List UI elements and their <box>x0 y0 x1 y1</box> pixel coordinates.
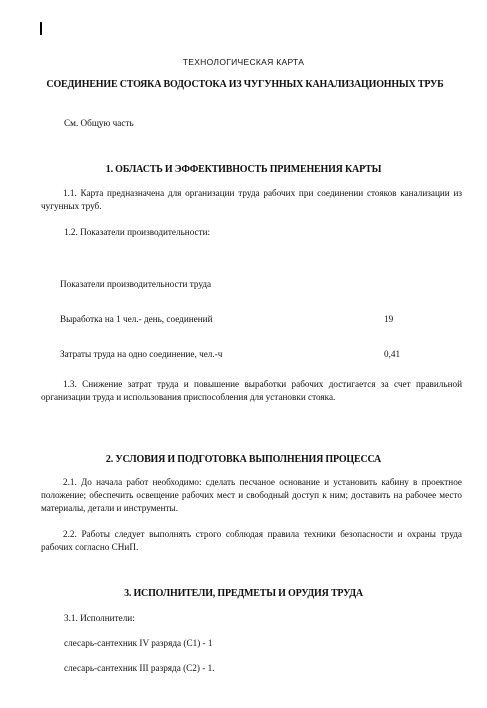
table-row-label: Выработка на 1 чел.- день, соединений <box>60 314 213 324</box>
section-3-heading: 3. ИСПОЛНИТЕЛИ, ПРЕДМЕТЫ И ОРУДИЯ ТРУДА <box>124 588 363 599</box>
section-1-paragraph-3: 1.3. Снижение затрат труда и повышение выработки рабочих достигается за счет правильной организации труда и использования приспособления для установки стояка. <box>41 379 462 402</box>
section-1-heading: 1. ОБЛАСТЬ И ЭФФЕКТИВНОСТЬ ПРИМЕНЕНИЯ КАРТЫ <box>105 164 382 175</box>
section-2-paragraph-1: 2.1. До начала работ необходимо: сделать песчаное основание и установить кабину в проектное положение; обеспечить освещение рабочих мест и свободный доступ к ним; доставить на рабочее место материалы, детали и инструменты. <box>41 477 462 513</box>
list-item: слесарь-сантехник III разряда (С2) - 1. <box>64 663 215 673</box>
table-row-label: Затраты труда на одно соединение, чел.-ч <box>60 349 223 359</box>
see-also-note: См. Общую часть <box>64 118 134 128</box>
section-2-heading: 2. УСЛОВИЯ И ПОДГОТОВКА ВЫПОЛНЕНИЯ ПРОЦЕССА <box>105 454 382 465</box>
table-row-value: 19 <box>384 314 394 324</box>
section-2-paragraph-2: 2.2. Работы следует выполнять строго соблюдая правила техники безопасности и охраны труда рабочих согласно СНиП. <box>41 529 462 552</box>
document-title: СОЕДИНЕНИЕ СТОЯКА ВОДОСТОКА ИЗ ЧУГУННЫХ КАНАЛИЗАЦИОННЫХ ТРУБ <box>46 79 444 90</box>
section-1-paragraph-2: 1.2. Показатели производительности: <box>64 227 211 237</box>
card-type-label: ТЕХНОЛОГИЧЕСКАЯ КАРТА <box>182 57 305 67</box>
table-row-value: 0,41 <box>384 349 401 359</box>
section-3-paragraph-1: 3.1. Исполнители: <box>64 613 135 623</box>
section-1-paragraph-1: 1.1. Карта предназначена для организации труда рабочих при соединении стояков канализации из чугунных труб. <box>41 188 462 211</box>
list-item: слесарь-сантехник IV разряда (С1) - 1 <box>64 638 213 648</box>
productivity-table-header: Показатели производительности труда <box>60 279 212 289</box>
text-cursor <box>40 22 42 35</box>
